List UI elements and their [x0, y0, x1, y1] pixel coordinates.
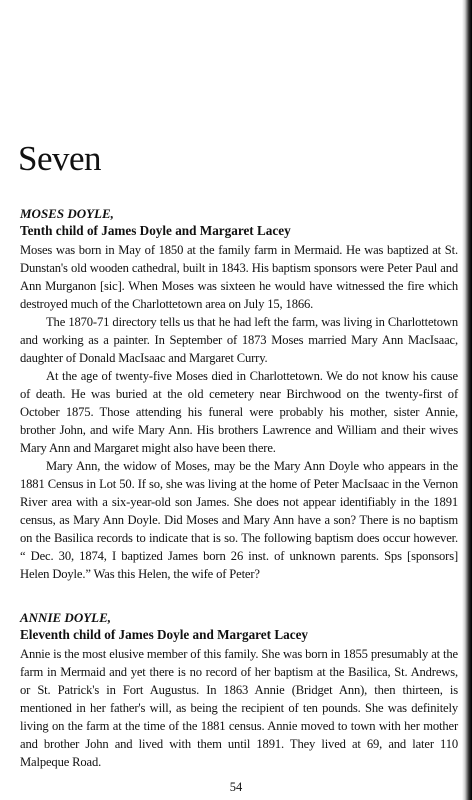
scan-edge — [462, 0, 472, 800]
paragraph: At the age of twenty-five Moses died in Charlottetown. We do not know his cause of death. He was buried at the old cemetery near Birchwood on the twenty-first of October 1875. Those attending his funeral were probably his mother, sister Annie, brother John, and wife Mary Ann. His brothers Lawrence and William and their wives Mary Ann and Margaret might also have been there. — [20, 369, 458, 455]
section-subtitle: Tenth child of James Doyle and Margaret Lacey — [20, 223, 291, 238]
section-moses-doyle — [20, 206, 458, 583]
paragraph: The 1870-71 directory tells us that he had left the farm, was living in Charlottetown and working as a painter. In September of 1873 Moses married Mary Ann MacIsaac, daughter of Donald MacIsaac and Margaret Curry. — [20, 315, 458, 365]
section-name: ANNIE DOYLE, — [20, 610, 112, 625]
paragraph: Mary Ann, the widow of Moses, may be the Mary Ann Doyle who appears in the 1881 Census in Lot 50. If so, she was living at the home of Peter MacIsaac in the Vernon River area with a six-year-old son James. She does not appear identifiably in the 1891 census, as Mary Ann Doyle. Did Moses and Mary Ann have a son? There is no baptism on the Basilica records to indicate that is so. The following baptism does occur however. “ Dec. 30, 1874, I baptized James born 26 inst. of unknown parents. Sps [sponsors] Helen Doyle.” Was this Helen, the wife of Peter? — [20, 459, 458, 581]
section-subtitle: Eleventh child of James Doyle and Margaret Lacey — [20, 627, 309, 642]
section-annie-doyle — [20, 610, 458, 771]
paragraph: Annie is the most elusive member of this family. She was born in 1855 presumably at the farm in Mermaid and yet there is no record of her baptism at the Basilica, St. Andrews, or St. Patrick's in Fort Augustus. In 1863 Annie (Bridget Ann), then thirteen, is mentioned in her father's will, as being the recipient of ten pounds. She was definitely living on the farm at the time of the 1881 census. Annie moved to town with her mother and brother John and lived with them until 1891. They lived at 69, and later 110 Malpeque Road. — [20, 647, 458, 769]
paragraph: Moses was born in May of 1850 at the family farm in Mermaid. He was baptized at St. Dunstan's old wooden cathedral, built in 1843. His baptism sponsors were Peter Paul and Ann Murganon [sic]. When Moses was sixteen he would have witnessed the fire which destroyed much of the Charlottetown area on July 15, 1866. — [20, 243, 458, 311]
chapter-title: Seven — [18, 139, 102, 178]
section-name: MOSES DOYLE, — [20, 206, 114, 221]
page-number: 54 — [229, 780, 243, 794]
